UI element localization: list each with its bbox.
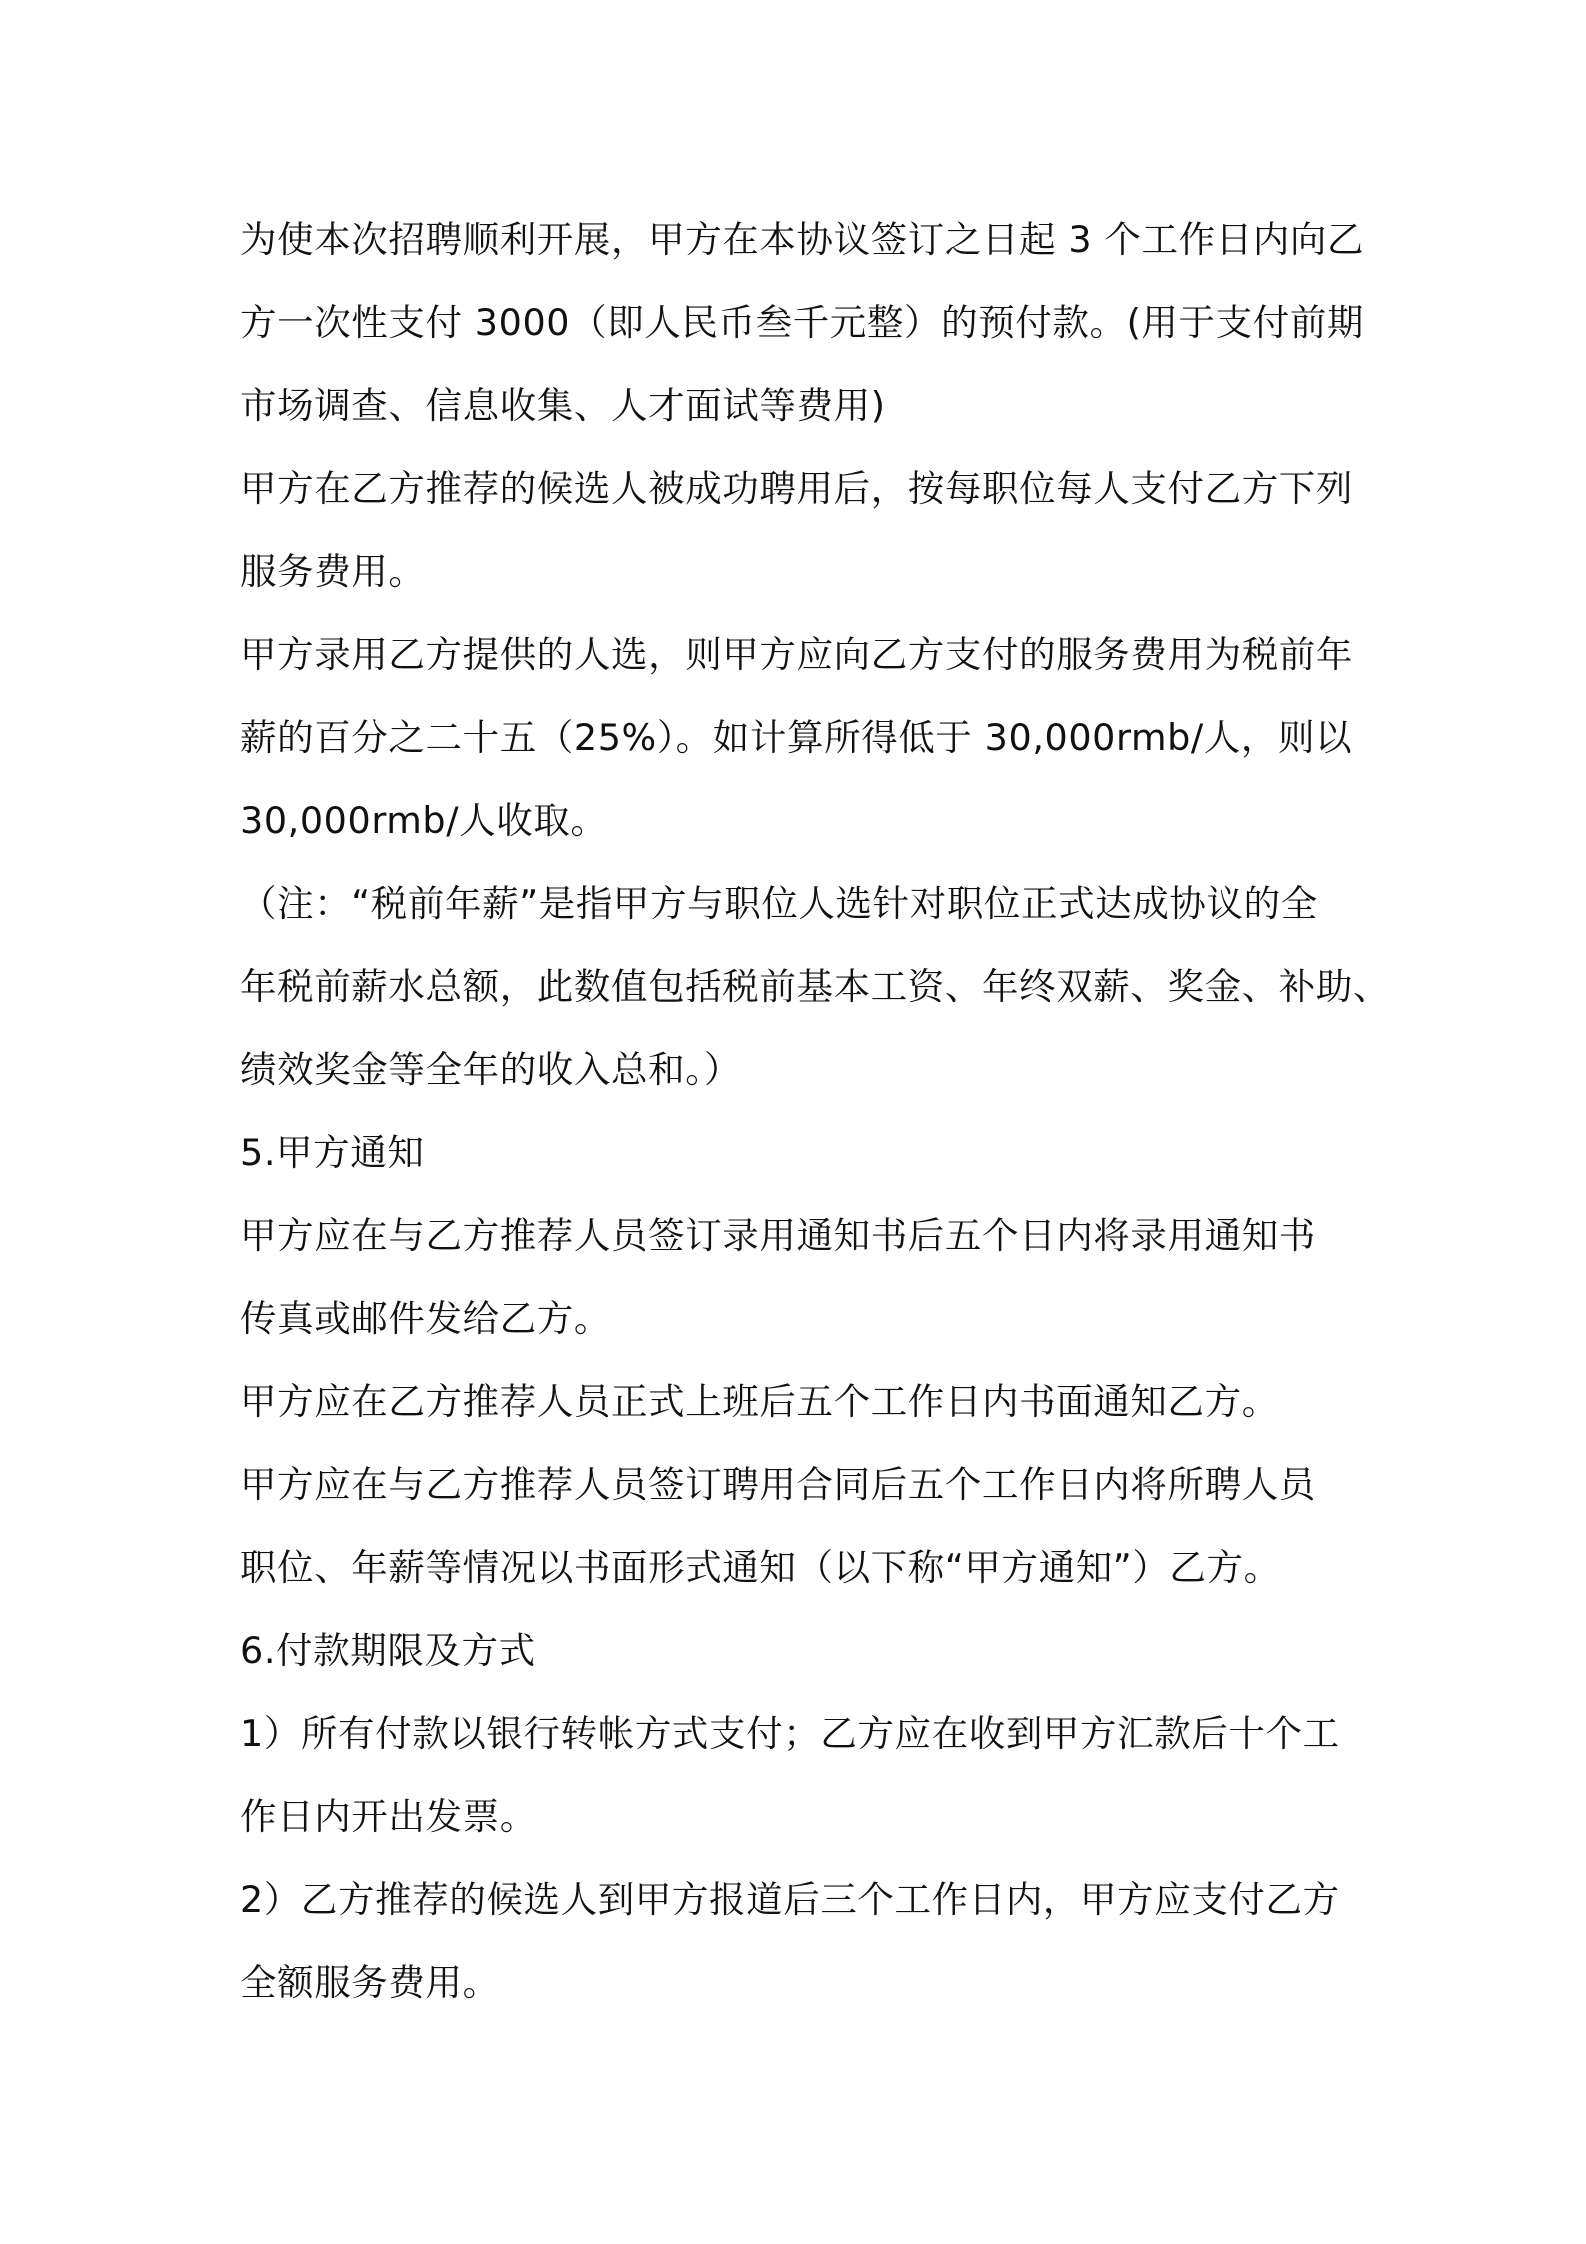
text-line: 传真或邮件发给乙方。 bbox=[240, 1297, 611, 1340]
text-line: 年税前薪水总额，此数值包括税前基本工资、年终双薪、奖金、补助、 bbox=[240, 965, 1391, 1008]
text-line: 甲方应在乙方推荐人员正式上班后五个工作日内书面通知乙方。 bbox=[240, 1380, 1279, 1423]
section-heading: 5.甲方通知 bbox=[240, 1131, 425, 1174]
text-line: 绩效奖金等全年的收入总和。） bbox=[240, 1048, 742, 1091]
text-line: 1）所有付款以银行转帐方式支付；乙方应在收到甲方汇款后十个工 bbox=[240, 1712, 1340, 1755]
text-line: 方一次性支付 3000（即人民币叁千元整）的预付款。(用于支付前期 bbox=[240, 301, 1365, 344]
text-line: 甲方录用乙方提供的人选，则甲方应向乙方支付的服务费用为税前年 bbox=[240, 633, 1353, 676]
text-line: 甲方在乙方推荐的候选人被成功聘用后，按每职位每人支付乙方下列 bbox=[240, 467, 1353, 510]
document-body bbox=[240, 198, 1391, 2024]
text-line: 30,000rmb/人收取。 bbox=[240, 799, 608, 842]
text-line: 2）乙方推荐的候选人到甲方报道后三个工作日内，甲方应支付乙方 bbox=[240, 1878, 1340, 1921]
text-line: 作日内开出发票。 bbox=[240, 1795, 537, 1838]
text-line: 全额服务费用。 bbox=[240, 1961, 500, 2004]
text-line: 甲方应在与乙方推荐人员签订聘用合同后五个工作日内将所聘人员 bbox=[240, 1463, 1316, 1506]
text-line: 职位、年薪等情况以书面形式通知（以下称“甲方通知”）乙方。 bbox=[240, 1546, 1281, 1589]
text-line: 服务费用。 bbox=[240, 550, 426, 593]
text-line: 甲方应在与乙方推荐人员签订录用通知书后五个日内将录用通知书 bbox=[240, 1214, 1316, 1257]
section-heading: 6.付款期限及方式 bbox=[240, 1629, 536, 1672]
text-line: 市场调查、信息收集、人才面试等费用) bbox=[240, 384, 886, 427]
text-line: 薪的百分之二十五（25%）。如计算所得低于 30,000rmb/人，则以 bbox=[240, 716, 1353, 759]
text-line: 为使本次招聘顺利开展，甲方在本协议签订之日起 3 个工作日内向乙 bbox=[240, 218, 1365, 261]
text-line: （注：“税前年薪”是指甲方与职位人选针对职位正式达成协议的全 bbox=[240, 882, 1318, 925]
